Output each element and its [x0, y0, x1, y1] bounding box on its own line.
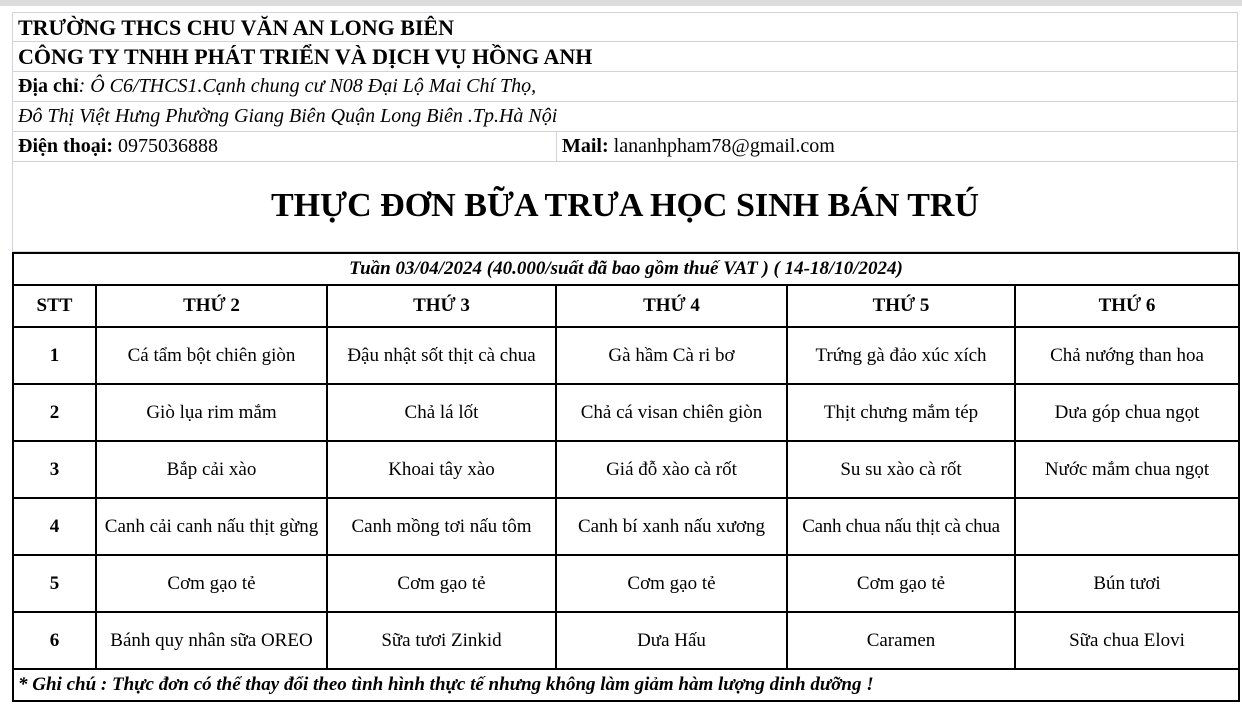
col-header-thu-6: THỨ 6 [1015, 285, 1239, 327]
note-row [13, 669, 1239, 701]
menu-sheet [12, 12, 1238, 702]
dish-cell: Nước mắm chua ngọt [1015, 441, 1239, 498]
col-header-thu-3: THỨ 3 [327, 285, 556, 327]
dish-cell: Canh bí xanh nấu xương [556, 498, 787, 555]
dish-cell: Giò lụa rim mắm [96, 384, 327, 441]
dish-cell: Giá đỗ xào cà rốt [556, 441, 787, 498]
dish-cell: Gà hầm Cà ri bơ [556, 327, 787, 384]
menu-table [12, 252, 1240, 702]
table-row [13, 555, 1239, 612]
row-number: 2 [13, 384, 96, 441]
table-row [13, 384, 1239, 441]
menu-title: THỰC ĐƠN BỮA TRƯA HỌC SINH BÁN TRÚ [12, 162, 1238, 252]
dish-cell: Cơm gạo tẻ [787, 555, 1015, 612]
table-row [13, 327, 1239, 384]
row-number: 4 [13, 498, 96, 555]
top-strip [0, 0, 1242, 6]
mail-label: Mail: [562, 135, 609, 157]
dish-cell: Chả lá lốt [327, 384, 556, 441]
dish-cell: Caramen [787, 612, 1015, 669]
dish-cell: Đậu nhật sốt thịt cà chua [327, 327, 556, 384]
table-row [13, 612, 1239, 669]
dish-cell: Khoai tây xào [327, 441, 556, 498]
dish-cell: Dưa góp chua ngọt [1015, 384, 1239, 441]
school-name: TRƯỜNG THCS CHU VĂN AN LONG BIÊN [12, 12, 1238, 42]
row-number: 6 [13, 612, 96, 669]
dish-cell: Su su xào cà rốt [787, 441, 1015, 498]
dish-cell: Sữa tươi Zinkid [327, 612, 556, 669]
week-info: Tuần 03/04/2024 (40.000/suất đã bao gồm thuế VAT ) ( 14-18/10/2024) [13, 253, 1239, 285]
dish-cell: Dưa Hấu [556, 612, 787, 669]
dish-cell: Bắp cải xào [96, 441, 327, 498]
mail-cell [556, 132, 835, 161]
dish-cell [1015, 498, 1239, 555]
dish-cell: Cá tẩm bột chiên giòn [96, 327, 327, 384]
mail-value: lananhpham78@gmail.com [613, 135, 835, 157]
table-row [13, 498, 1239, 555]
row-number: 1 [13, 327, 96, 384]
dish-cell: Chả nướng than hoa [1015, 327, 1239, 384]
dish-cell: Bún tươi [1015, 555, 1239, 612]
col-header-stt: STT [13, 285, 96, 327]
dish-cell: Bánh quy nhân sữa OREO [96, 612, 327, 669]
address-label: Địa chỉ [18, 75, 79, 97]
dish-cell: Thịt chưng mắm tép [787, 384, 1015, 441]
dish-cell: Cơm gạo tẻ [327, 555, 556, 612]
phone-label: Điện thoại: [18, 135, 113, 157]
dish-cell: Cơm gạo tẻ [96, 555, 327, 612]
note-text: * Ghi chú : Thực đơn có thể thay đổi theo tình hình thực tế nhưng không làm giảm hàm lượng dinh dưỡng ! [13, 669, 1239, 701]
dish-cell: Chả cá visan chiên giòn [556, 384, 787, 441]
table-row [13, 441, 1239, 498]
company-name: CÔNG TY TNHH PHÁT TRIỂN VÀ DỊCH VỤ HỒNG ANH [12, 42, 1238, 72]
phone-value: 0975036888 [118, 135, 218, 157]
contact-row [12, 132, 1238, 162]
row-number: 3 [13, 441, 96, 498]
col-header-thu-4: THỨ 4 [556, 285, 787, 327]
header-row [13, 285, 1239, 327]
dish-cell: Sữa chua Elovi [1015, 612, 1239, 669]
address-line-1 [12, 72, 1238, 102]
dish-cell: Trứng gà đảo xúc xích [787, 327, 1015, 384]
dish-cell: Canh mồng tơi nấu tôm [327, 498, 556, 555]
row-number: 5 [13, 555, 96, 612]
week-row [13, 253, 1239, 285]
col-header-thu-2: THỨ 2 [96, 285, 327, 327]
address-line-2 [12, 102, 1238, 132]
dish-cell: Canh cải canh nấu thịt gừng [96, 498, 327, 555]
address-text-2: Đô Thị Việt Hưng Phường Giang Biên Quận Long Biên .Tp.Hà Nội [18, 105, 558, 127]
dish-cell: Canh chua nấu thịt cà chua [787, 498, 1015, 555]
col-header-thu-5: THỨ 5 [787, 285, 1015, 327]
dish-cell: Cơm gạo tẻ [556, 555, 787, 612]
address-text-1: : Ô C6/THCS1.Cạnh chung cư N08 Đại Lộ Mai Chí Thọ, [78, 75, 537, 97]
